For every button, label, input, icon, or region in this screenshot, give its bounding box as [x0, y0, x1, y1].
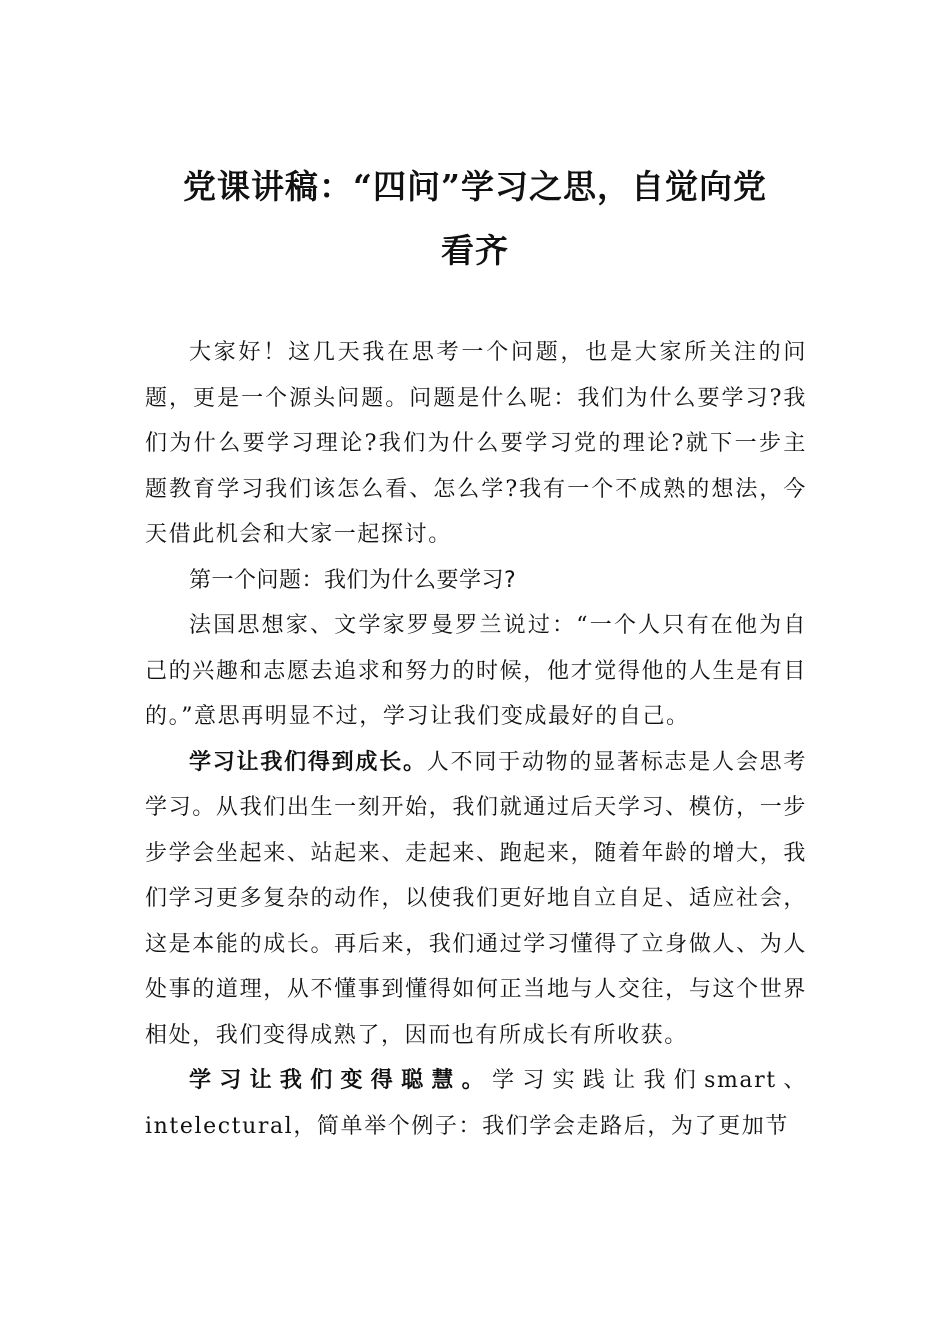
title-line-1: 党课讲稿：“四问”学习之思，自觉向党	[183, 167, 767, 206]
paragraph-text: 大家好！这几天我在思考一个问题，也是大家所关注的问题，更是一个源头问题。问题是什么呢：我们为什么要学习?我们为什么要学习理论?我们为什么要学习党的理论?就下一步主题教育学习我们该怎么看、怎么学?我有一个不成熟的想法，今天借此机会和大家一起探讨。	[145, 340, 807, 547]
paragraph-lead: 学习让我们得到成长。	[189, 748, 427, 775]
paragraph-quote	[145, 603, 807, 740]
section-heading-text: 第一个问题：我们为什么要学习?	[189, 567, 517, 593]
paragraph-text: 法国思想家、文学家罗曼罗兰说过：“一个人只有在他为自己的兴趣和志愿去追求和努力的时候，他才觉得他的人生是有目的。”意思再明显不过，学习让我们变成最好的自己。	[145, 613, 807, 729]
paragraph-lead: 学习让我们变得聪慧。	[189, 1067, 492, 1093]
paragraph-growth	[145, 740, 807, 1059]
paragraph-text: 人不同于动物的显著标志是人会思考学习。从我们出生一刻开始，我们就通过后天学习、模仿，一步步学会坐起来、站起来、走起来、跑起来，随着年龄的增大，我们学习更多复杂的动作，以使我们更好地自立自足、适应社会，这是本能的成长。再后来，我们通过学习懂得了立身做人、为人处事的道理，从不懂事到懂得如何正当地与人交往，与这个世界相处，我们变得成熟了，因而也有所成长有所收获。	[145, 749, 807, 1048]
paragraph-wisdom	[145, 1058, 807, 1149]
title-line-2: 看齐	[441, 231, 509, 270]
paragraph-intro	[145, 330, 807, 558]
document-body	[145, 330, 807, 1149]
document-title	[140, 155, 810, 283]
paragraph-text: 学习实践让我们smart、intelectural，简单举个例子：我们学会走路后，为了更加节	[145, 1068, 807, 1139]
section-heading	[145, 558, 807, 604]
